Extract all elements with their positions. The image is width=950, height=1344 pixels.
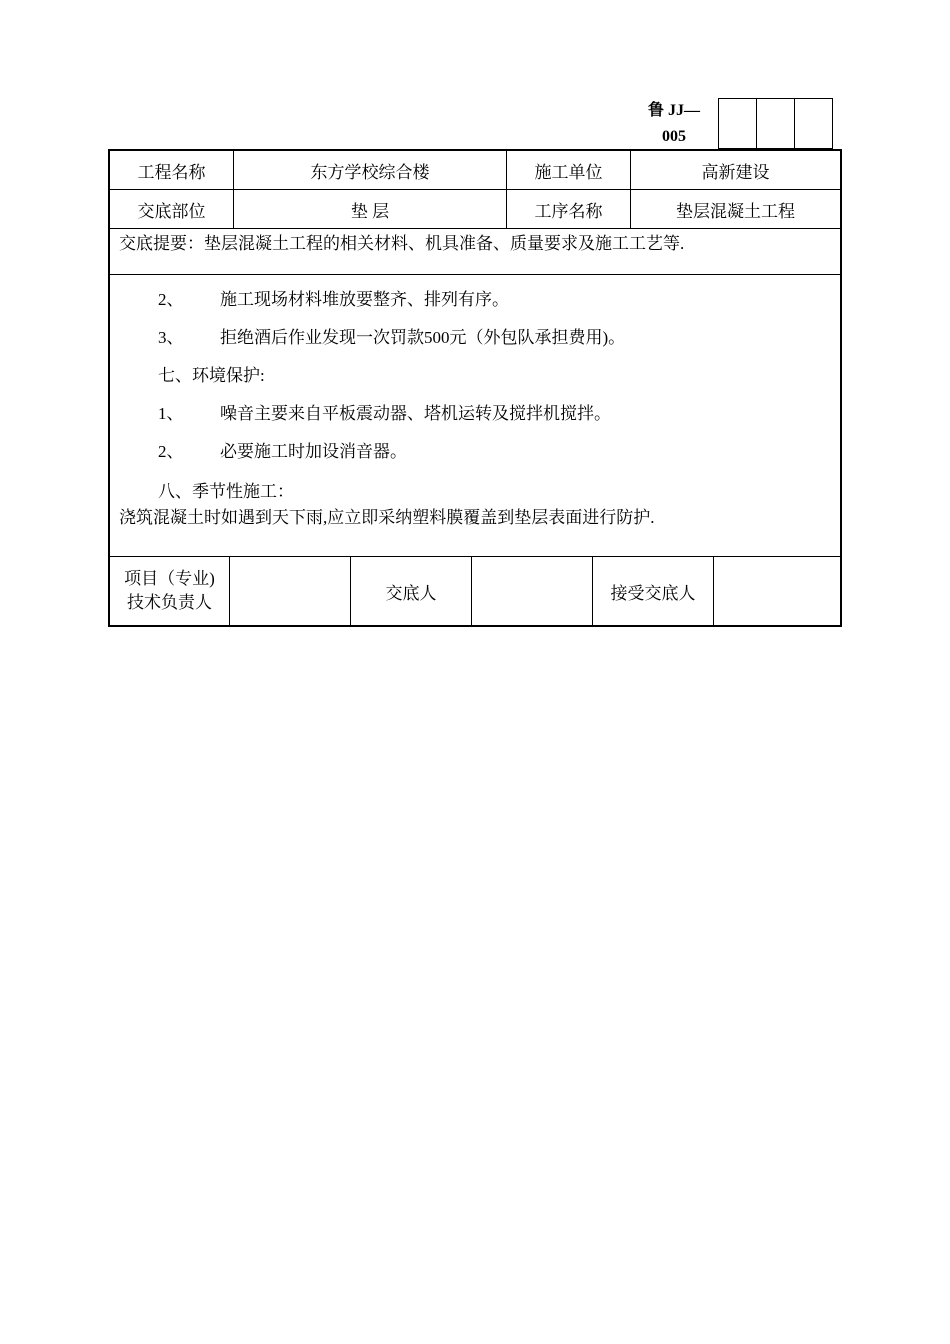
- tech-lead-signature-field[interactable]: [230, 557, 351, 625]
- header-row-1: [110, 151, 840, 190]
- summary-text: 交底提要：垫层混凝土工程的相关材料、机具准备、质量要求及施工工艺等.: [119, 234, 685, 253]
- list-item-text: 施工现场材料堆放要整齐、排列有序。: [220, 290, 509, 309]
- tech-lead-label-line2: 技术负责人: [127, 593, 212, 612]
- list-item-number: 3、: [158, 328, 184, 347]
- list-item-text: 拒绝酒后作业发现一次罚款500元（外包队承担费用)。: [220, 328, 626, 347]
- list-item-number: 2、: [158, 442, 184, 461]
- list-item: [110, 439, 840, 477]
- header-row-2: [110, 190, 840, 229]
- list-item-number: 2、: [158, 290, 184, 309]
- discloser-label: 交底人: [351, 557, 472, 625]
- form-code-line1: 鲁 JJ—: [647, 102, 700, 119]
- list-item-text: 噪音主要来自平板震动器、塔机运转及搅拌机搅拌。: [220, 404, 611, 423]
- content-row: [110, 275, 840, 557]
- project-name-label: 工程名称: [110, 151, 234, 189]
- code-box-2: [757, 99, 795, 149]
- receiver-signature-field[interactable]: [714, 557, 840, 625]
- disclosure-form-table: [108, 149, 842, 627]
- contractor-label: 施工单位: [507, 151, 631, 189]
- signature-row: [110, 557, 840, 625]
- list-item-number: 1、: [158, 404, 184, 423]
- summary-row: [110, 229, 840, 275]
- location-label: 交底部位: [110, 190, 234, 228]
- list-item-text: 必要施工时加设消音器。: [220, 442, 407, 461]
- discloser-signature-field[interactable]: [472, 557, 593, 625]
- section8-title: 八、季节性施工：: [158, 482, 294, 501]
- content-body: [110, 275, 840, 556]
- section8-text: 浇筑混凝土时如遇到天下雨,应立即采纳塑料膜覆盖到垫层表面进行防护.: [119, 508, 655, 527]
- form-code-line2: 005: [662, 128, 686, 145]
- code-box-3: [795, 99, 833, 149]
- tech-lead-label-line1: 项目（专业): [124, 569, 215, 588]
- process-value: 垫层混凝土工程: [676, 201, 795, 221]
- project-name-value: 东方学校综合楼: [234, 151, 507, 189]
- section-heading: [110, 363, 840, 401]
- section7-title: 七、环境保护:: [158, 366, 265, 385]
- list-item: [110, 325, 840, 363]
- list-item: [110, 287, 840, 325]
- form-code-boxes: [718, 98, 833, 149]
- code-box-1: [719, 99, 757, 149]
- location-value: 垫 层: [234, 190, 507, 228]
- contractor-value: 高新建设: [701, 162, 770, 182]
- form-code: [630, 98, 718, 150]
- list-item: [110, 401, 840, 439]
- receiver-label: 接受交底人: [593, 557, 714, 625]
- tech-lead-label: [110, 557, 230, 625]
- process-label: 工序名称: [507, 190, 631, 228]
